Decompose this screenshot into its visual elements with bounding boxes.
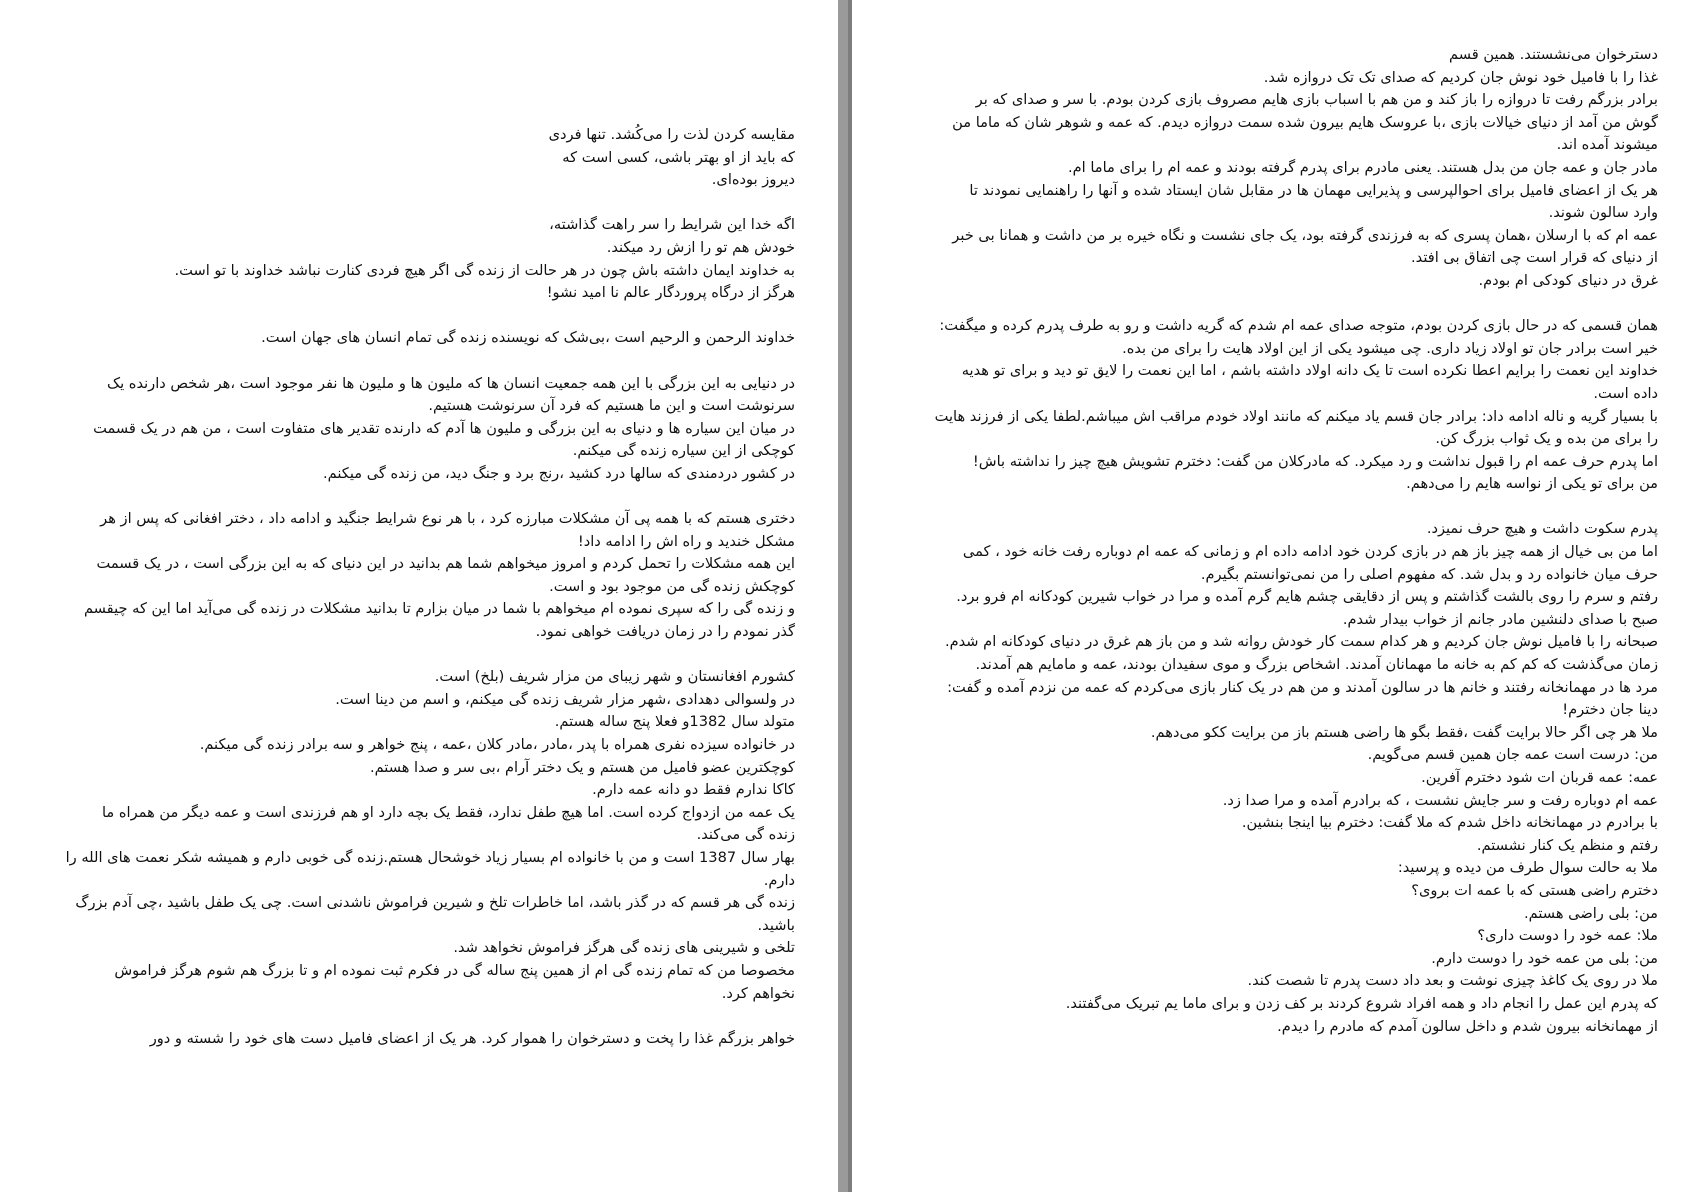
text-line: زنده گی می‌کند.	[696, 826, 795, 844]
paragraph-gap	[62, 486, 795, 509]
text-line: کوچکش زنده گی من موجود بود و است.	[549, 577, 795, 595]
text-line: اما من بی خیال از همه چیز باز هم در بازی کردن خود ادامه داده ام و زمانی که عمه ام دوباره رفت خانه خود ، کمی	[962, 543, 1658, 561]
paragraph	[938, 44, 1658, 293]
text-line: بهار سال 1387 است و من با خانواده ام بسیار زیاد خوشحال هستم.زنده گی خوبی دارم و همیشه شکر نعمت های الله را	[65, 849, 795, 866]
text-line: دخترم راضی هستی که با عمه ات بروی؟	[1411, 881, 1658, 899]
text-line: صبح با صدای دلنشین مادر جانم از خواب بیدار شدم.	[1342, 610, 1658, 628]
paragraph-gap	[62, 350, 795, 373]
text-line: خودش هم تو را ازش رد میکند.	[606, 238, 795, 256]
text-line: با بسیار گریه و ناله ادامه داد: برادر جان قسم یاد میکنم که مانند اولاد خودم مراقب اش میباشم.لطفا یکی از فرزند هایت	[934, 407, 1658, 425]
text-line: سرنوشت است و این ما هستیم که فرد آن سرنوشت هستیم.	[428, 397, 795, 415]
text-line: مرد ها در مهمانخانه رفتند و خانم ها در سالون آمدند و من هم در یک کنار بازی می‌کردم که عمه من نزدم آمده و گفت:	[947, 678, 1658, 696]
text-line: در دنیایی به این بزرگی با این همه جمعیت انسان ها که ملیون ها و ملیون ها نفر موجود است ،هر شخص دارنده یک	[107, 374, 795, 392]
text-line: همان قسمی که در حال بازی کردن بودم، متوجه صدای عمه ام شدم که گریه داشت و رو به طرف پدرم کرده و میگفت:	[939, 317, 1658, 335]
paragraph-gap	[938, 496, 1658, 519]
text-line: میشوند آمده اند.	[1556, 136, 1658, 154]
text-line: این همه مشکلات را تحمل کردم و امروز میخواهم شما هم بدانید در این دنیای که به این بزرگی است ، در یک قسمت	[96, 555, 795, 573]
text-line: من: بلی راضی هستم.	[1524, 904, 1658, 922]
text-line: حرف میان خانواده رد و بدل شد. که مفهوم اصلی را من نمی‌توانستم بگیرم.	[1200, 565, 1658, 583]
text-line: زنده گی هر قسم که در گذر باشد، اما خاطرات تلخ و شیرین فراموش ناشدنی است. چی یک طفل باشید ،چی آدم بزرگ	[75, 894, 795, 912]
text-line: گوش من آمد از دنیای خیالات بازی ،با عروسک هایم بیرون شده سمت دروازه دیدم. که عمه و شوهر شان که ماما من	[952, 113, 1658, 131]
text-line: مخصوصا من که تمام زنده گی ام از همین پنج ساله گی در فکرم ثبت نموده ام و تا بزرگ هم شوم هرگز فراموش	[114, 961, 795, 979]
text-line: کاکا ندارم فقط دو دانه عمه دارم.	[592, 781, 795, 799]
text-line: ملا در روی یک کاغذ چیزی نوشت و بعد داد دست پدرم تا شصت کند.	[1247, 972, 1658, 990]
left-page	[0, 0, 840, 1192]
paragraph	[62, 1028, 795, 1051]
text-line: کوچکترین عضو فامیل من هستم و یک دختر آرام ،بی سر و صدا هستم.	[369, 758, 795, 776]
text-line: دختری هستم که با همه پی آن مشکلات مبارزه کرد ، با هر نوع شرایط جنگید و ادامه داد ، دختر افغانی که پس از هر	[100, 510, 795, 528]
text-line: خواهر بزرگم غذا را پخت و دسترخوان را هموار کرد. هر یک از اعضای فامیل دست های خود را شسته و دور	[149, 1029, 795, 1047]
paragraph-gap	[938, 293, 1658, 316]
text-line: اگه خدا این شرایط را سر راهت گذاشته،	[549, 216, 795, 234]
text-line: خیر است برادر جان تو اولاد زیاد داری. چی میشود یکی از این اولاد هایت را برای من بده.	[1122, 339, 1658, 357]
text-line: نخواهم کرد.	[721, 984, 795, 1002]
text-line: که باید از او بهتر باشی، کسی است که	[562, 148, 795, 166]
text-line: متولد سال 1382و فعلا پنج ساله هستم.	[554, 713, 795, 731]
text-line: وارد سالون شوند.	[1548, 204, 1658, 222]
text-line: با برادرم در مهمانخانه داخل شدم که ملا گفت: دخترم بیا اینجا بنشین.	[1241, 814, 1658, 832]
text-line: ملا: عمه خود را دوست داری؟	[1477, 927, 1658, 945]
text-line: برادر بزرگم رفت تا دروازه را باز کند و من هم با اسباب بازی هایم مصروف بازی کردن بودم. با سر و صدای که بر	[975, 91, 1658, 109]
paragraph	[938, 518, 1658, 1038]
paragraph	[62, 373, 795, 486]
text-line: خداوند این نعمت را برایم اعطا نکرده است تا یک دانه اولاد داشته باشم ، اما این نعمت را لایق تو دید و برای تو هدیه	[961, 362, 1658, 380]
text-line: غذا را با فامیل خود نوش جان کردیم که صدای تک تک دروازه شد.	[1263, 68, 1658, 86]
text-line: اما پدرم حرف عمه ام را قبول نداشت و رد میکرد. که مادرکلان من گفت: دخترم تشویش هیچ چیز را نداشته باش!	[972, 452, 1658, 470]
paragraph	[934, 315, 1658, 496]
text-line: تلخی و شیرینی های زنده گی هرگز فراموش نخواهد شد.	[453, 939, 795, 957]
text-line: عمه ام دوباره رفت و سر جایش نشست ، که برادرم آمده و مرا صدا زد.	[1222, 791, 1658, 809]
text-line: و زنده گی را که سپری نموده ام میخواهم با شما در میان بزارم تا بدانید مشکلات در زنده گی می‌آید اما این که چیقسم	[83, 600, 795, 618]
text-line: در خانواده سیزده نفری همراه با پدر ،مادر ،مادر کلان ،عمه ، پنج خواهر و سه برادر زنده گی میکنم.	[199, 736, 795, 754]
text-line: عمه: عمه قربان ات شود دخترم آفرین.	[1421, 769, 1658, 786]
paragraph	[62, 124, 795, 192]
text-line: در ولسوالی دهدادی ،شهر مزار شریف زنده گی میکنم، و اسم من دینا است.	[335, 690, 795, 708]
text-line: هرگز از درگاه پروردگار عالم نا امید نشو!	[546, 284, 795, 302]
text-line: من برای تو یکی از نواسه هایم را می‌دهم.	[1406, 475, 1658, 493]
text-line: باشید.	[757, 916, 795, 934]
text-line: دسترخوان می‌نشستند. همین قسم	[1449, 46, 1658, 63]
paragraph-gap	[62, 192, 795, 215]
paragraph	[62, 508, 795, 644]
text-line: پدرم سکوت داشت و هیچ حرف نمیزد.	[1426, 520, 1658, 538]
text-line: عمه ام که با ارسلان ،همان پسری که به فرزندی گرفته بود، یک جای نشست و نگاه خیره بر من داشت و همانا بی خبر	[952, 226, 1658, 244]
text-line: ملا هر چی اگر حالا برایت گفت ،فقط بگو ها راضی هستم باز من برایت ککو می‌دهم.	[1150, 723, 1658, 741]
text-line: مادر جان و عمه جان من بدل هستند. یعنی مادرم برای پدرم گرفته بودند و عمه ام را برای ماما ام.	[1067, 158, 1658, 176]
text-line: مقایسه کردن لذت را می‌کُشد. تنها فردی	[548, 126, 795, 143]
text-line: خداوند الرحمن و الرحیم است ،بی‌شک که نویسنده زنده گی تمام انسان های جهان است.	[261, 329, 795, 347]
paragraph-gap	[62, 644, 795, 667]
text-line: که پدرم این عمل را انجام داد و همه افراد شروع کردند بر کف زدن و برای ماما یم تبریک می‌گفتند.	[1065, 994, 1658, 1012]
left-page-text	[62, 124, 795, 1050]
text-line: دینا جان دخترم!	[1562, 701, 1658, 719]
text-line: هر یک از اعضای فامیل برای احوالپرسی و پذیرایی مهمان ها در مقابل شان ایستاد شده و آنها را راهنمایی نمودند تا	[969, 181, 1658, 199]
text-line: رفتم و منظم یک کنار نشستم.	[1476, 836, 1658, 854]
text-line: من: بلی من عمه خود را دوست دارم.	[1431, 949, 1658, 967]
text-line: دیروز بوده‌ای.	[711, 171, 795, 189]
text-line: من: درست است عمه جان همین قسم می‌گویم.	[1367, 746, 1658, 764]
text-line: در کشور دردمندی که سالها درد کشید ،رنج برد و جنگ دید، من زنده گی میکنم.	[323, 464, 795, 482]
text-line: مشکل خندید و راه اش را ادامه داد!	[577, 532, 795, 550]
paragraph	[62, 666, 795, 1005]
text-line: کشورم افغانستان و شهر زیبای من مزار شریف (بلخ) است.	[434, 668, 795, 686]
text-line: دارم.	[763, 871, 795, 889]
text-line: از دنیای که قرار است چی اتفاق بی افتد.	[1411, 249, 1658, 267]
text-line: ملا به حالت سوال طرف من دیده و پرسید:	[1397, 859, 1658, 877]
text-line: غرق در دنیای کودکی ام بودم.	[1478, 271, 1658, 289]
text-line: کوچکی از این سیاره زنده گی میکنم.	[572, 442, 795, 460]
text-line: رفتم و سرم را روی بالشت گذاشتم و پس از دقایقی چشم هایم گرم آمده و مرا در خواب شیرین کودکانه ام فرو برد.	[956, 588, 1658, 606]
paragraph	[62, 327, 795, 350]
right-page-text	[934, 44, 1658, 1038]
text-line: در میان این سیاره ها و دنیای به این بزرگی و ملیون ها آدم که دارنده تقدیر های متفاوت است ، من هم در یک قسمت	[93, 419, 795, 437]
right-page	[852, 0, 1696, 1192]
paragraph-gap	[62, 1005, 795, 1028]
paragraph-gap	[62, 305, 795, 328]
text-line: یک عمه من ازدواج کرده است. اما هیچ طفل ندارد، فقط یک بچه دارد او هم فرزندی است و عمه دیگر من همراه ما	[101, 803, 795, 821]
text-line: صبحانه را با فامیل نوش جان کردیم و هر کدام سمت کار خودش روانه شد و من باز هم غرق در دنیای کودکانه ام شدم.	[944, 633, 1658, 651]
text-line: زمان می‌گذشت که کم کم به خانه ما مهمانان آمدند. اشخاص بزرگ و موی سفیدان بودند، عمه و مامایم هم آمدند.	[975, 656, 1658, 674]
text-line: داده است.	[1593, 384, 1658, 402]
text-line: از مهمانخانه بیرون شدم و داخل سالون آمدم که مادرم را دیدم.	[1277, 1017, 1658, 1035]
text-line: گذر نمودم را در زمان دریافت خواهی نمود.	[535, 623, 795, 641]
text-line: به خداوند ایمان داشته باش چون در هر حالت از زنده گی اگر هیچ فردی کنارت نباشد خداوند با تو است.	[174, 261, 795, 279]
paragraph	[62, 214, 795, 304]
text-line: را برای من بده و یک ثواب بزرگ کن.	[1435, 430, 1658, 448]
